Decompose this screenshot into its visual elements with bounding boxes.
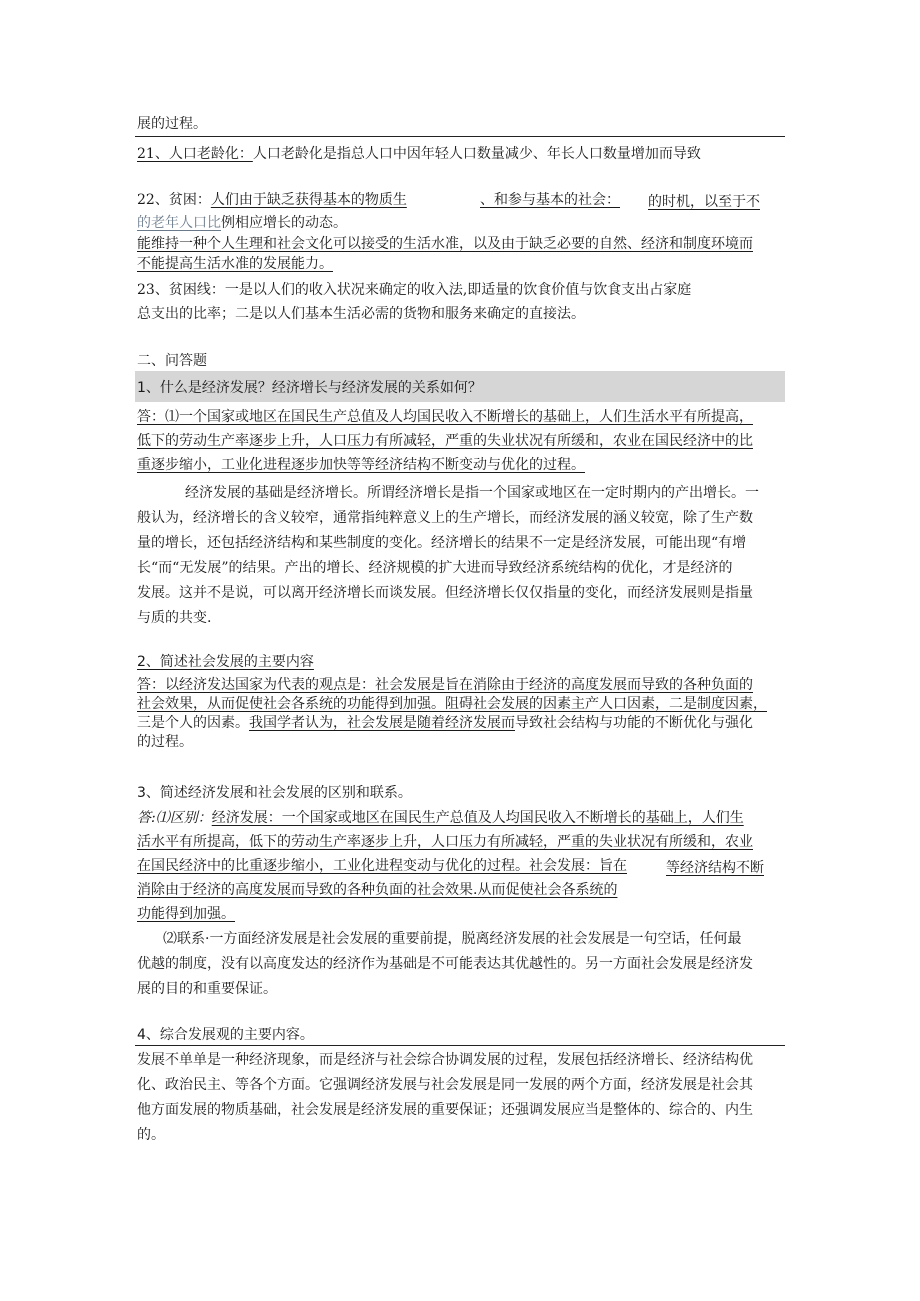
q4-answer-line: 化、政治民主、等各个方面。它强调经济发展与社会发展是同一发展的两个方面，经济发展是社会其 bbox=[137, 1077, 753, 1093]
q2-answer-part: 三是个人的因素。 bbox=[137, 715, 249, 731]
q1-answer-line: 低下的劳动生产率逐步上升，人口压力有所减轻，严重的失业状况有所缓和，农业在国民经济中的比 bbox=[137, 433, 753, 449]
term-21-label: 21、人口老龄化： bbox=[137, 146, 253, 162]
q2-answer-part: 导致社会结构与功能的不断优化与强化 bbox=[515, 715, 753, 731]
q2-answer-line bbox=[137, 714, 767, 733]
term-23-def: 贫困线：一是以人们的收入状况来确定的收入法,即适量的饮食价值与饮食支出占家庭 bbox=[168, 282, 692, 298]
term-22-def-c: 的时机，以至于不 bbox=[648, 194, 760, 210]
q3-answer-line: 消除由于经济的高度发展而导致的各种负面的社会效果.从而促使社会各系统的 bbox=[137, 882, 618, 898]
term-21 bbox=[137, 144, 701, 164]
q4-title: 4、综合发展观的主要内容。 bbox=[137, 1027, 314, 1043]
q2-title: 2、简述社会发展的主要内容 bbox=[137, 654, 314, 670]
q1-paragraph-line: 与质的共变. bbox=[137, 610, 212, 626]
term-22-def-e: 不能提高生活水准的发展能力。 bbox=[137, 256, 333, 272]
q1-paragraph-line: 发展。这并不是说，可以离开经济增长而谈发展。但经济增长仅仅指量的变化，而经济发展则是指量 bbox=[137, 585, 753, 601]
term-22-def-d: 能维持一种个人生理和社会文化可以接受的生活水准，以及由于缺乏必要的自然、经济和制度环境而 bbox=[137, 236, 753, 252]
q4-answer-line: 他方面发展的物质基础，社会发展是经济发展的重要保证；还强调发展应当是整体的、综合的、内生 bbox=[137, 1102, 753, 1118]
q2-answer-line: 答：以经济发达国家为代表的观点是：社会发展是旨在消除由于经济的高度发展而导致的各种负面的 bbox=[137, 677, 753, 693]
q3-answer-cont bbox=[137, 878, 617, 926]
q3-answer-label: 答:⑴区别： bbox=[137, 810, 212, 826]
q2-answer-line: 社会效果，从而促使社会各系统的功能得到加强。阻碍社会发展的因素主产人口因素，二是制度因素， bbox=[137, 696, 767, 712]
term-21-def: 人口老龄化是指总人口中因年轻人口数量减少、年长人口数量增加而导致 bbox=[252, 146, 701, 162]
q3-title: 3、简述经济发展和社会发展的区别和联系。 bbox=[137, 785, 412, 801]
q2-answer bbox=[137, 676, 767, 752]
q3-answer-line: 活水平有所提高，低下的劳动生产率逐步上升，人口压力有所减轻，严重的失业状况有所缓和，农业 bbox=[137, 834, 753, 850]
q1-paragraph-line: 长“而“无发展”的结果。产出的增长、经济规模的扩大进而导致经济系统结构的优化，才是经济的 bbox=[137, 560, 733, 576]
q4-answer bbox=[137, 1048, 753, 1148]
term-22-def-a: 人们由于缺乏获得基本的物质生 bbox=[210, 192, 407, 208]
q1-title: 1、什么是经济发展？经济增长与经济发展的关系如何？ bbox=[137, 380, 482, 396]
term-23-cont: 总支出的比率；二是以人们基本生活必需的货物和服务来确定的直接法。 bbox=[137, 306, 585, 322]
term-22-def-b: 、和参与基本的社会： bbox=[480, 192, 620, 208]
q3-answer-line: 在国民经济中的比重逐步缩小，工业化进程变动与优化的过程。社会发展：旨在 bbox=[137, 858, 627, 874]
q2-answer-line: 的过程。 bbox=[137, 734, 193, 750]
term-23-label: 23、 bbox=[137, 282, 169, 298]
q3-link-line: 展的目的和重要保证。 bbox=[137, 981, 277, 997]
q1-paragraph-line: 般认为，经济增长的含义较窄，通常指纯粹意义上的生产增长，而经济发展的涵义较宽，除了生产数 bbox=[137, 510, 753, 526]
q3-answer-line: 功能得到加强。 bbox=[137, 906, 235, 922]
divider-top bbox=[135, 136, 785, 137]
q1-paragraph-line: 经济发展的基础是经济增长。所谓经济增长是指一个国家或地区在一定时期内的产出增长。一 bbox=[185, 485, 759, 501]
q3-answer bbox=[137, 806, 753, 878]
section-title: 二、问答题 bbox=[137, 353, 207, 369]
term-23 bbox=[137, 280, 691, 300]
term-21-cont bbox=[137, 213, 347, 233]
q3-answer-part: 经济发展：一个国家或地区在国民生产总值及人均国民收入不断增长的基础上，人们生 bbox=[211, 810, 744, 826]
q4-answer-line: 发展不单单是一种经济现象，而是经济与社会综合协调发展的过程，发展包括经济增长、经济结构优 bbox=[137, 1052, 753, 1068]
q3-answer-line bbox=[137, 806, 753, 830]
term-21-cont-a: 的老年人口比 bbox=[137, 215, 221, 231]
q1-answer-line: 答：⑴一个国家或地区在国民生产总值及人均国民收入不断增长的基础上，人们生活水平有所提高， bbox=[137, 409, 753, 425]
q3-link bbox=[137, 927, 753, 1002]
q2-answer-part: 我国学者认为，社会发展是随着经济发展而 bbox=[249, 715, 515, 731]
q3-answer-fragment: 等经济结构不断 bbox=[666, 860, 764, 876]
q1-answer bbox=[137, 405, 753, 477]
q4-answer-line: 的。 bbox=[137, 1127, 165, 1143]
term-22 bbox=[137, 190, 407, 210]
line-0: 展的过程。 bbox=[137, 116, 207, 132]
q1-answer-line: 重逐步缩小，工业化进程逐步加快等等经济结构不断变动与优化的过程。 bbox=[137, 457, 585, 473]
term-22-label: 22、贫困： bbox=[137, 192, 211, 208]
q3-link-line: 优越的制度，没有以高度发达的经济作为基础是不可能表达其优越性的。另一方面社会发展是经济发 bbox=[137, 956, 753, 972]
q1-paragraph-line: 量的增长，还包括经济结构和某些制度的变化。经济增长的结果不一定是经济发展，可能出现“有增 bbox=[137, 535, 747, 551]
q3-link-line: ⑵联系·一方面经济发展是社会发展的重要前提，脱离经济发展的社会发展是一句空话，任何最 bbox=[163, 931, 742, 947]
divider-q4 bbox=[135, 1045, 785, 1046]
q1-paragraph bbox=[137, 481, 759, 631]
term-21-cont-b: 例相应增长的动态。 bbox=[221, 215, 347, 231]
